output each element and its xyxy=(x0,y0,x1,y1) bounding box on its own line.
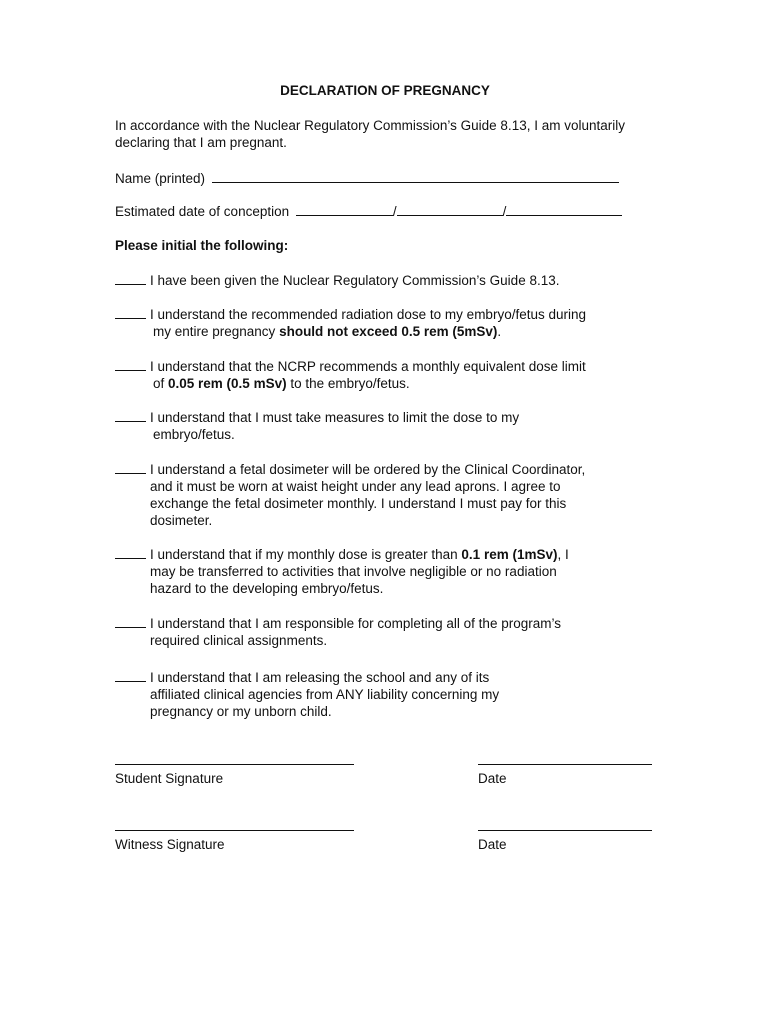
initial-blank[interactable] xyxy=(115,462,146,474)
intro-paragraph: In accordance with the Nuclear Regulatory Commission’s Guide 8.13, I am voluntarily declaring that I am pregnant. xyxy=(115,118,625,150)
initial-item: I understand that if my monthly dose is greater than 0.1 rem (1mSv), I may be transferred to activities that involve negligible or no radiation hazard to the developing embryo/fetus. xyxy=(115,546,635,597)
name-input-line[interactable] xyxy=(212,170,619,183)
item-text-line: embryo/fetus. xyxy=(153,427,235,442)
date-label-1: Date xyxy=(478,771,507,786)
initial-blank[interactable] xyxy=(115,670,146,682)
name-field xyxy=(115,170,619,187)
item-text-line: required clinical assignments. xyxy=(150,633,328,648)
initial-item xyxy=(115,669,635,720)
name-label: Name (printed) xyxy=(115,171,206,186)
item-text-line: and it must be worn at waist height under any lead aprons. I agree to xyxy=(150,479,561,494)
initial-item xyxy=(115,409,635,443)
date-separator: / xyxy=(502,204,507,219)
item-text-line: affiliated clinical agencies from ANY liability concerning my xyxy=(150,687,500,702)
student-signature-block xyxy=(115,764,354,787)
conception-day-line[interactable] xyxy=(397,203,503,216)
item-text-line: may be transferred to activities that involve negligible or no radiation xyxy=(150,564,557,579)
item-text: I understand that I must take measures to limit the dose to my xyxy=(150,410,520,425)
item-text-line: of 0.05 rem (0.5 mSv) to the embryo/fetus. xyxy=(153,376,410,391)
item-text: I understand the recommended radiation dose to my embryo/fetus during xyxy=(150,307,586,322)
conception-date-field xyxy=(115,203,622,220)
document-title: DECLARATION OF PREGNANCY xyxy=(280,83,490,98)
date-line-1[interactable] xyxy=(478,764,652,765)
date-label-2: Date xyxy=(478,837,507,852)
item-text-line: pregnancy or my unborn child. xyxy=(150,704,332,719)
initial-blank[interactable] xyxy=(115,273,146,285)
initial-item xyxy=(115,461,635,529)
item-text: I understand that I am releasing the school and any of its xyxy=(150,670,490,685)
initial-blank[interactable] xyxy=(115,307,146,319)
date-separator: / xyxy=(392,204,397,219)
initial-item xyxy=(115,306,635,340)
student-signature-line[interactable] xyxy=(115,764,354,765)
date-line-2[interactable] xyxy=(478,830,652,831)
witness-signature-line[interactable] xyxy=(115,830,354,831)
item-text: I understand a fetal dosimeter will be ordered by the Clinical Coordinator, xyxy=(150,462,586,477)
initial-blank[interactable] xyxy=(115,547,146,559)
item-text-line: hazard to the developing embryo/fetus. xyxy=(150,581,384,596)
student-signature-label: Student Signature xyxy=(115,771,224,786)
initial-blank[interactable] xyxy=(115,359,146,371)
conception-label: Estimated date of conception xyxy=(115,204,290,219)
item-text-line: exchange the fetal dosimeter monthly. I understand I must pay for this xyxy=(150,496,567,511)
item-text: I understand that if my monthly dose is greater than xyxy=(150,547,462,562)
witness-signature-label: Witness Signature xyxy=(115,837,225,852)
item-text-line: my entire pregnancy should not exceed 0.5 rem (5mSv). xyxy=(153,324,502,339)
item-text: I understand that I am responsible for completing all of the program’s xyxy=(150,616,561,631)
conception-year-line[interactable] xyxy=(506,203,622,216)
date-block-1 xyxy=(478,764,652,787)
initial-blank[interactable] xyxy=(115,410,146,422)
initial-heading: Please initial the following: xyxy=(115,238,289,253)
initial-item xyxy=(115,272,635,289)
date-block-2 xyxy=(478,830,652,853)
initial-blank[interactable] xyxy=(115,616,146,628)
witness-signature-block xyxy=(115,830,354,853)
initial-item xyxy=(115,358,635,392)
item-text: I have been given the Nuclear Regulatory Commission’s Guide 8.13. xyxy=(150,273,560,288)
initial-item xyxy=(115,615,635,649)
item-text: I understand that the NCRP recommends a monthly equivalent dose limit xyxy=(150,359,586,374)
item-text-line: dosimeter. xyxy=(150,513,213,528)
conception-month-line[interactable] xyxy=(296,203,393,216)
